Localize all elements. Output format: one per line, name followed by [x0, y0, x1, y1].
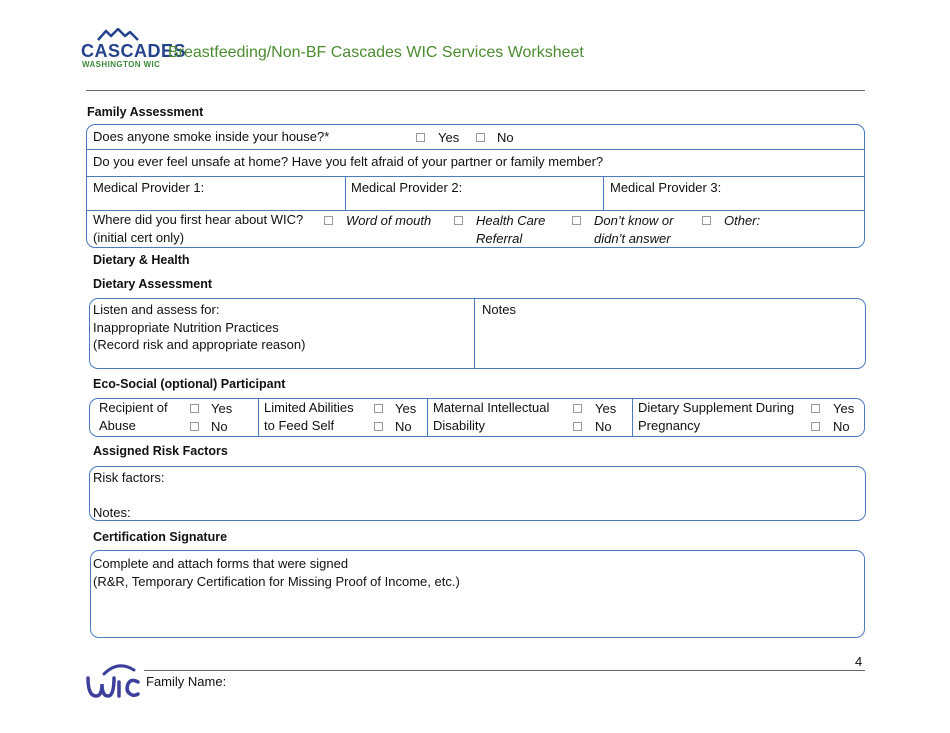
col-divider	[345, 176, 346, 210]
col-divider	[258, 398, 259, 437]
maternal-no-checkbox[interactable]	[573, 422, 582, 431]
word-of-mouth-label: Word of mouth	[346, 213, 432, 228]
risk-notes-field[interactable]: Notes:	[93, 505, 131, 520]
abuse-yes-label: Yes	[211, 401, 233, 416]
medical-provider-3[interactable]: Medical Provider 3:	[610, 180, 722, 195]
smoke-yes-checkbox[interactable]	[416, 133, 425, 142]
smoke-question: Does anyone smoke inside your house?*	[93, 129, 330, 144]
dont-know-checkbox[interactable]	[572, 216, 581, 225]
unsafe-question: Do you ever feel unsafe at home? Have you felt afraid of your partner or family member?	[93, 154, 604, 169]
dietary-line-1: Listen and assess for:	[93, 302, 220, 317]
family-assessment-heading: Family Assessment	[87, 105, 204, 119]
logo-subtitle: WASHINGTON WIC	[82, 60, 161, 69]
recipient-abuse-label: Recipient of	[99, 400, 168, 415]
supplement-yes-checkbox[interactable]	[811, 404, 820, 413]
didnt-answer-label: didn’t answer	[594, 231, 671, 246]
row-divider	[86, 210, 865, 211]
recipient-abuse-label-2: Abuse	[99, 418, 136, 433]
dietary-supplement-label-2: Pregnancy	[638, 418, 701, 433]
footer-divider	[144, 670, 865, 671]
dietary-line-3: (Record risk and appropriate reason)	[93, 337, 306, 352]
row-divider	[86, 149, 865, 150]
abuse-no-label: No	[211, 419, 228, 434]
dietary-health-heading: Dietary & Health	[93, 253, 190, 267]
mountain-logo-icon	[96, 28, 140, 42]
maternal-disability-label: Maternal Intellectual	[433, 400, 550, 415]
maternal-yes-checkbox[interactable]	[573, 404, 582, 413]
dietary-assessment-heading: Dietary Assessment	[93, 277, 213, 291]
smoke-no-label: No	[497, 130, 514, 145]
col-divider	[632, 398, 633, 437]
page-number: 4	[855, 654, 863, 669]
limited-abilities-label: Limited Abilities	[264, 400, 354, 415]
logo-wordmark: CASCADES	[81, 41, 187, 61]
signature-line-2: (R&R, Temporary Certification for Missing Proof of Income, etc.)	[93, 574, 460, 589]
family-name-field[interactable]: Family Name:	[146, 674, 227, 689]
row-divider	[86, 176, 865, 177]
limited-no-checkbox[interactable]	[374, 422, 383, 431]
col-divider	[474, 298, 475, 369]
limited-yes-checkbox[interactable]	[374, 404, 383, 413]
signature-line-1: Complete and attach forms that were signed	[93, 556, 349, 571]
limited-yes-label: Yes	[395, 401, 417, 416]
col-divider	[603, 176, 604, 210]
wic-logo-icon	[84, 660, 140, 704]
maternal-disability-label-2: Disability	[433, 418, 486, 433]
maternal-no-label: No	[595, 419, 612, 434]
medical-provider-1[interactable]: Medical Provider 1:	[93, 180, 205, 195]
smoke-yes-label: Yes	[438, 130, 460, 145]
risk-factors-heading: Assigned Risk Factors	[93, 444, 228, 458]
medical-provider-2[interactable]: Medical Provider 2:	[351, 180, 463, 195]
dietary-supplement-label: Dietary Supplement During	[638, 400, 795, 415]
supplement-no-label: No	[833, 419, 850, 434]
limited-no-label: No	[395, 419, 412, 434]
dietary-notes-field[interactable]: Notes	[482, 302, 516, 317]
hear-about-note: (initial cert only)	[93, 230, 185, 245]
header-divider	[86, 90, 865, 91]
eco-social-heading: Eco-Social (optional) Participant	[93, 377, 286, 391]
hear-about-question: Where did you first hear about WIC?	[93, 212, 304, 227]
other-checkbox[interactable]	[702, 216, 711, 225]
document-title: Breastfeeding/Non-BF Cascades WIC Services Worksheet	[168, 44, 584, 61]
certification-signature-heading: Certification Signature	[93, 530, 228, 544]
col-divider	[427, 398, 428, 437]
maternal-yes-label: Yes	[595, 401, 617, 416]
other-label: Other:	[724, 213, 761, 228]
risk-factors-field[interactable]: Risk factors:	[93, 470, 165, 485]
health-care-referral-checkbox[interactable]	[454, 216, 463, 225]
word-of-mouth-checkbox[interactable]	[324, 216, 333, 225]
abuse-yes-checkbox[interactable]	[190, 404, 199, 413]
supplement-yes-label: Yes	[833, 401, 855, 416]
abuse-no-checkbox[interactable]	[190, 422, 199, 431]
supplement-no-checkbox[interactable]	[811, 422, 820, 431]
smoke-no-checkbox[interactable]	[476, 133, 485, 142]
dietary-line-2: Inappropriate Nutrition Practices	[93, 320, 279, 335]
dont-know-label: Don’t know or	[594, 213, 674, 228]
health-care-label: Health Care	[476, 213, 546, 228]
referral-label: Referral	[476, 231, 523, 246]
limited-abilities-label-2: to Feed Self	[264, 418, 335, 433]
risk-factors-table	[89, 466, 866, 521]
